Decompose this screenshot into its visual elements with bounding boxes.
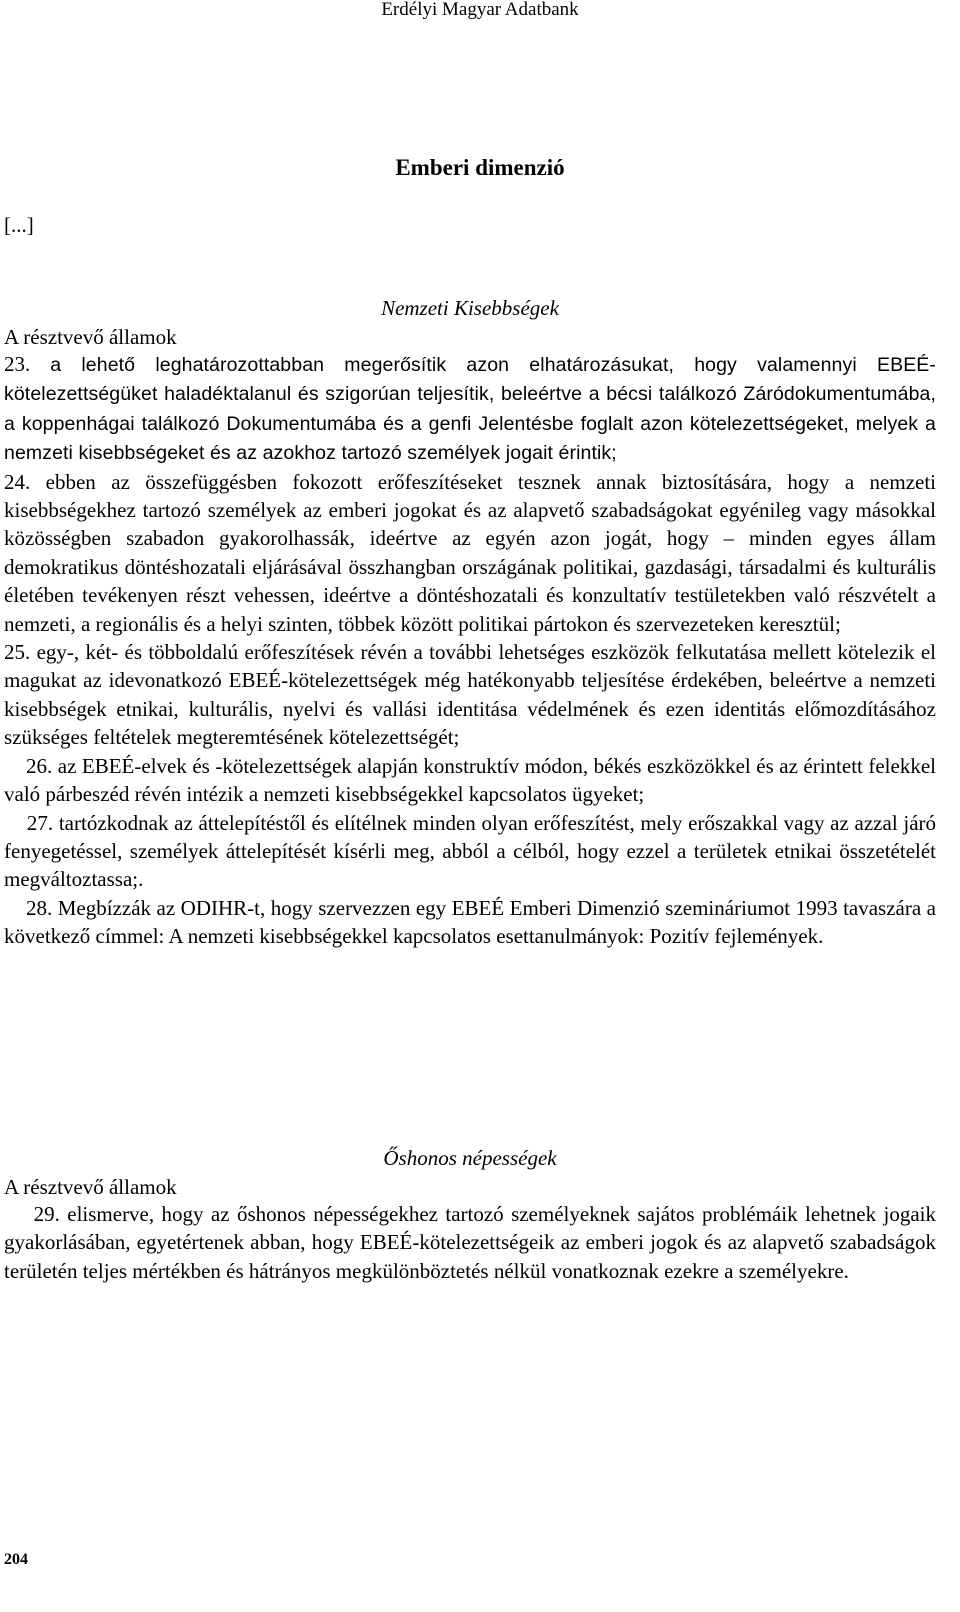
paragraph-25 bbox=[4, 638, 936, 752]
paragraph-number: 29. bbox=[33, 1202, 60, 1226]
paragraph-23 bbox=[4, 350, 936, 468]
section-national-minorities bbox=[4, 294, 936, 951]
paragraph-number: 25. bbox=[4, 640, 31, 665]
paragraph-text: tartózkodnak az áttelepítéstől és elítélnek minden olyan erőfeszítést, mely erőszakkal vagy az azzal járó fenyegetéssel, személyek áttelepítését kísérli meg, abból a célból, hogy ezzel a területek etnikai összetételét megváltoztassa;. bbox=[4, 810, 937, 892]
paragraph-28 bbox=[4, 894, 936, 951]
paragraph-text: Megbízzák az ODIHR-t, hogy szervezzen egy EBEÉ Emberi Dimenzió szemináriumot 1993 tavaszára a következő címmel: A nemzeti kisebbségekkel kapcsolatos esettanulmányok: Pozitív fejlemények. bbox=[4, 895, 936, 949]
paragraph-text: egy-, két- és többoldalú erőfeszítések révén a további lehetséges eszközök felkutatása mellett kötelezik el magukat az idevonatkozó EBEÉ-kötelezettségek még hatékonyabb teljesítése érdekében, beleértve a nemzeti kisebbségek etnikai, kulturális, nyelvi és vallási identitása védelmének és ezen identitás előmozdításához szükséges feltételek megteremtésének kötelezettségét; bbox=[4, 640, 937, 750]
omission-marker: [...] bbox=[4, 213, 34, 237]
section-intro: A résztvevő államok bbox=[4, 325, 177, 349]
section-heading: Nemzeti Kisebbségek bbox=[381, 296, 559, 320]
paragraph-number: 26. bbox=[26, 753, 53, 778]
paragraph-29 bbox=[4, 1200, 936, 1285]
section-indigenous-populations bbox=[4, 1144, 936, 1285]
paragraph-27 bbox=[4, 809, 936, 894]
paragraph-text: az EBEÉ-elvek és -kötelezettségek alapján konstruktív módon, békés eszközökkel és az érintett felekkel való párbeszéd révén intézik a nemzeti kisebbségekkel kapcsolatos ügyeket; bbox=[4, 753, 936, 807]
paragraph-26 bbox=[4, 752, 936, 809]
paragraph-number: 27. bbox=[26, 810, 54, 835]
page-number: 204 bbox=[4, 1551, 28, 1568]
section-heading: Őshonos népességek bbox=[383, 1146, 557, 1170]
paragraph-text: a lehető leghatározottabban megerősítik azon elhatározásukat, hogy valamennyi EBEÉ- kötelezettségüket haladéktalanul és szigorúan teljesítik, beleértve a bécsi találkozó Záródokumentumába, a koppenhágai találkozó Dokumentumába és a genfi Jelentésbe foglalt azon kötelezettségeket, melyek a nemzeti kisebbségeket és az azokhoz tartozó személyek jogait érintik; bbox=[4, 354, 936, 465]
section-intro: A résztvevő államok bbox=[4, 1175, 177, 1199]
paragraph-text: ebben az összefüggésben fokozott erőfeszítéseket tesznek annak biztosítására, hogy a nemzeti kisebbségekhez tartozó személyek az emberi jogokat és az alapvető szabadságokat egyénileg vagy másokkal közösségben szabadon gyakorolhassák, ideértve az egyén azon jogát, hogy – minden egyes állam demokratikus döntéshozatali eljárásával összhangban országának politikai, gazdasági, társadalmi és kulturális életében tevékenyen részt vehessen, ideértve a döntéshozatali és konzultatív testületekben való részvételt a nemzeti, a regionális és a helyi szinten, többek között politikai pártokon és szervezeteken keresztül; bbox=[4, 469, 937, 636]
paragraph-24 bbox=[4, 468, 936, 638]
paragraph-number: 28. bbox=[26, 895, 53, 920]
running-header: Erdélyi Magyar Adatbank bbox=[381, 0, 579, 20]
paragraph-number: 24. bbox=[4, 469, 31, 494]
paragraph-text: elismerve, hogy az őshonos népességekhez tartozó személyeknek sajátos problémáik lehetnek jogaik gyakorlásában, egyetértenek abban, hogy EBEÉ-kötelezettségeik az emberi jogok és az alapvető szabadságok területén teljes mértékben és hátrányos megkülönböztetés nélkül vonatkoznak ezekre a személyekre. bbox=[4, 1202, 937, 1283]
paragraph-number: 23. bbox=[4, 352, 31, 376]
page-title: Emberi dimenzió bbox=[395, 155, 565, 180]
